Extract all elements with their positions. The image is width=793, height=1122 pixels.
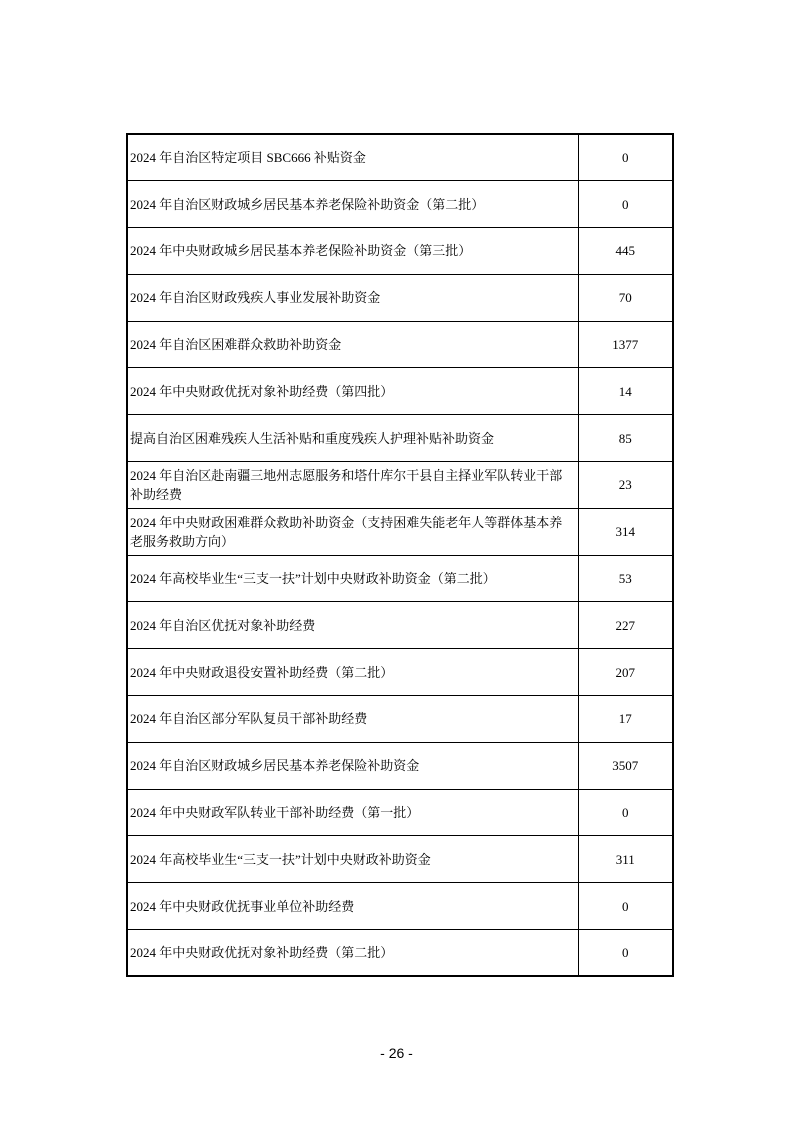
project-name-cell: 2024 年自治区财政残疾人事业发展补助资金 xyxy=(127,274,578,321)
project-name-cell: 2024 年中央财政困难群众救助补助资金（支持困难失能老年人等群体基本养老服务救助方向） xyxy=(127,508,578,555)
table-row xyxy=(127,321,673,368)
funds-table xyxy=(126,133,674,977)
amount-cell: 227 xyxy=(578,602,673,649)
amount-cell: 0 xyxy=(578,883,673,930)
amount-cell: 311 xyxy=(578,836,673,883)
table-row xyxy=(127,836,673,883)
table-row xyxy=(127,228,673,275)
project-name-cell: 2024 年中央财政军队转业干部补助经费（第一批） xyxy=(127,789,578,836)
table-row xyxy=(127,789,673,836)
amount-cell: 3507 xyxy=(578,742,673,789)
amount-cell: 1377 xyxy=(578,321,673,368)
table-row xyxy=(127,649,673,696)
amount-cell: 445 xyxy=(578,228,673,275)
project-name-cell: 2024 年中央财政优抚对象补助经费（第四批） xyxy=(127,368,578,415)
amount-cell: 17 xyxy=(578,696,673,743)
project-name-cell: 2024 年中央财政退役安置补助经费（第二批） xyxy=(127,649,578,696)
amount-cell: 0 xyxy=(578,789,673,836)
table-row xyxy=(127,696,673,743)
table-row xyxy=(127,883,673,930)
project-name-cell: 2024 年自治区赴南疆三地州志愿服务和塔什库尔干县自主择业军队转业干部补助经费 xyxy=(127,462,578,509)
amount-cell: 53 xyxy=(578,555,673,602)
amount-cell: 0 xyxy=(578,930,673,977)
project-name-cell: 2024 年自治区部分军队复员干部补助经费 xyxy=(127,696,578,743)
amount-cell: 0 xyxy=(578,181,673,228)
project-name-cell: 2024 年自治区优抚对象补助经费 xyxy=(127,602,578,649)
table-row xyxy=(127,930,673,977)
project-name-cell: 2024 年自治区困难群众救助补助资金 xyxy=(127,321,578,368)
amount-cell: 0 xyxy=(578,134,673,181)
amount-cell: 14 xyxy=(578,368,673,415)
project-name-cell: 2024 年中央财政城乡居民基本养老保险补助资金（第三批） xyxy=(127,228,578,275)
project-name-cell: 2024 年高校毕业生“三支一扶”计划中央财政补助资金 xyxy=(127,836,578,883)
project-name-cell: 2024 年中央财政优抚事业单位补助经费 xyxy=(127,883,578,930)
table-row xyxy=(127,555,673,602)
amount-cell: 207 xyxy=(578,649,673,696)
table-row xyxy=(127,508,673,555)
table-row xyxy=(127,462,673,509)
amount-cell: 85 xyxy=(578,415,673,462)
project-name-cell: 2024 年高校毕业生“三支一扶”计划中央财政补助资金（第二批） xyxy=(127,555,578,602)
table-row xyxy=(127,602,673,649)
table-row xyxy=(127,181,673,228)
table-row xyxy=(127,274,673,321)
amount-cell: 70 xyxy=(578,274,673,321)
table-row xyxy=(127,134,673,181)
table-row xyxy=(127,415,673,462)
project-name-cell: 2024 年中央财政优抚对象补助经费（第二批） xyxy=(127,930,578,977)
amount-cell: 23 xyxy=(578,462,673,509)
project-name-cell: 提高自治区困难残疾人生活补贴和重度残疾人护理补贴补助资金 xyxy=(127,415,578,462)
project-name-cell: 2024 年自治区财政城乡居民基本养老保险补助资金 xyxy=(127,742,578,789)
project-name-cell: 2024 年自治区财政城乡居民基本养老保险补助资金（第二批） xyxy=(127,181,578,228)
project-name-cell: 2024 年自治区特定项目 SBC666 补贴资金 xyxy=(127,134,578,181)
table-row xyxy=(127,742,673,789)
amount-cell: 314 xyxy=(578,508,673,555)
page-number: - 26 - xyxy=(380,1045,413,1061)
table-row xyxy=(127,368,673,415)
